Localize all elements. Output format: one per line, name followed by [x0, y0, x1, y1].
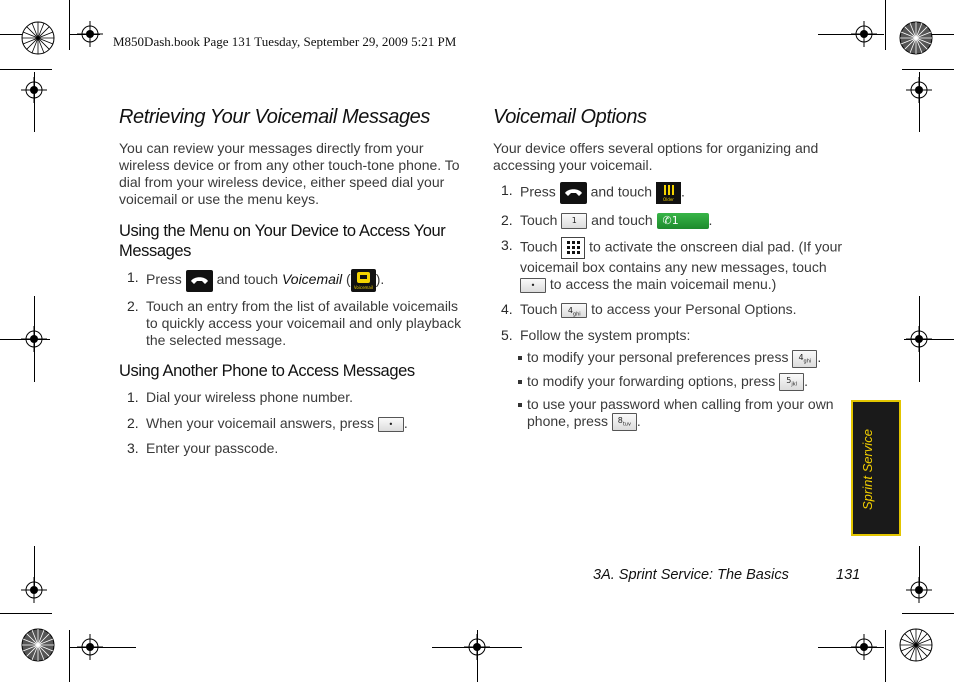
key-5-icon	[779, 373, 804, 391]
step-text: (	[346, 271, 351, 288]
list-item	[518, 373, 843, 391]
section-side-tab	[851, 400, 901, 536]
step-text: Touch	[520, 212, 558, 228]
subheading-menu-access: Using the Menu on Your Device to Access Your Messages	[119, 222, 446, 260]
left-column	[119, 106, 469, 457]
bullet-icon	[518, 380, 522, 384]
crop-mark	[885, 630, 886, 682]
crop-mark	[902, 613, 954, 614]
step-text: Touch	[520, 239, 558, 255]
registration-target-icon	[906, 77, 932, 103]
section-title-voicemail-options: Voicemail Options	[493, 106, 647, 128]
registration-target-icon	[906, 577, 932, 603]
step-number: 5.	[501, 327, 513, 344]
key-4-icon	[561, 303, 587, 318]
step-text: Follow the system prompts:	[520, 327, 691, 344]
key-letters: ghi	[803, 358, 812, 365]
voicemail-icon	[351, 269, 376, 292]
key-digit: 8	[617, 416, 623, 426]
step-text: Press	[520, 183, 556, 200]
registration-target-icon	[77, 21, 103, 47]
registration-target-icon	[21, 326, 47, 352]
key-4-icon	[792, 350, 817, 368]
key-letters: jkl	[791, 381, 798, 388]
step-number: 3.	[501, 237, 513, 254]
step-number: 3.	[127, 440, 139, 456]
bullet-text: .	[804, 372, 809, 389]
list-item	[493, 327, 843, 344]
registration-target-icon	[851, 21, 877, 47]
list-item	[493, 212, 843, 229]
right-column	[493, 106, 843, 431]
step-text: Touch	[520, 301, 558, 318]
registration-target-icon	[21, 77, 47, 103]
phone-key-icon	[560, 182, 587, 204]
retrieving-intro: You can review your messages directly from your wireless device or from any other touch-tone phone. To dial from your wireless device, either speed dial your voicemail or use the menu keys.	[119, 140, 460, 207]
voicemail-call-button-icon: ✆1	[657, 213, 709, 229]
step-text: Dial your wireless phone number.	[146, 389, 353, 405]
step-text: to access the main voicemail menu.)	[549, 276, 777, 293]
step-text: Press	[146, 271, 182, 288]
crop-mark	[69, 630, 70, 682]
bullet-text: to use your password when calling from your own phone, press	[527, 395, 834, 429]
bullet-text: to modify your personal preferences press	[527, 349, 789, 366]
voicemail-older-icon	[656, 182, 681, 204]
step-number: 4.	[501, 301, 513, 318]
step-number: 2.	[501, 212, 513, 228]
page-number: 131	[836, 567, 861, 583]
green-button-label: 1	[671, 214, 679, 228]
key-8-icon	[612, 413, 637, 431]
step-text: and touch	[590, 183, 653, 200]
step-text: .	[708, 212, 713, 228]
list-item	[518, 396, 843, 431]
bullet-text: .	[817, 349, 822, 366]
list-item	[119, 389, 469, 406]
registration-target-icon	[851, 634, 877, 660]
registration-target-icon	[77, 634, 103, 660]
registration-rosette-icon	[21, 21, 55, 55]
registration-target-icon	[21, 577, 47, 603]
bullet-text: .	[636, 412, 641, 429]
list-item	[493, 237, 843, 293]
dialpad-icon	[561, 237, 585, 259]
list-item	[119, 415, 469, 432]
voicemail-options-steps	[493, 182, 843, 344]
list-item	[119, 269, 469, 292]
step-number: 1.	[501, 182, 513, 198]
subheading-another-phone: Using Another Phone to Access Messages	[119, 362, 415, 380]
crop-mark	[885, 0, 886, 50]
list-item	[493, 301, 843, 318]
registration-rosette-icon	[21, 628, 55, 662]
step-text: .	[403, 415, 408, 431]
key-letters: tuv	[622, 421, 631, 428]
older-icon-caption: Older	[663, 197, 674, 202]
step-text: and touch	[216, 271, 279, 288]
crop-mark	[0, 69, 52, 70]
list-item	[119, 440, 469, 457]
footer-section-title: 3A. Sprint Service: The Basics	[593, 567, 789, 583]
crop-mark	[902, 69, 954, 70]
step-text: When your voicemail answers, press	[146, 415, 374, 431]
step-text: .	[680, 183, 685, 200]
step-text: to access your Personal Options.	[591, 301, 797, 318]
list-item	[119, 298, 469, 349]
bullet-icon	[518, 403, 522, 407]
key-digit: 5	[786, 375, 792, 385]
system-prompts-list	[518, 349, 843, 431]
step-text: and touch	[591, 212, 653, 228]
step-text: Enter your passcode.	[146, 440, 279, 456]
star-key-icon: •	[378, 417, 404, 432]
step-text: ).	[375, 271, 385, 288]
file-info-header: M850Dash.book Page 131 Tuesday, September 29, 2009 5:21 PM	[113, 34, 457, 49]
list-item	[518, 349, 843, 367]
key-digit: 4	[567, 306, 573, 316]
registration-target-icon	[464, 634, 490, 660]
bullet-icon	[518, 356, 522, 360]
step-number: 2.	[127, 298, 139, 314]
menu-access-steps	[119, 269, 469, 349]
step-text: Touch an entry from the list of available voicemails to quickly access your voicemail and only playback the selected message.	[146, 298, 462, 348]
key-letters: ghi	[572, 311, 581, 318]
step-number: 1.	[127, 389, 139, 405]
side-tab-label: Sprint Service	[860, 429, 875, 510]
step-number: 1.	[127, 269, 139, 285]
star-key-icon: •	[520, 278, 546, 293]
step-text: to activate the onscreen dial pad. (If your voicemail box contains any new messages, touch	[520, 239, 843, 276]
phone-key-icon	[186, 270, 213, 292]
voicemail-icon-caption: Voicemail	[353, 285, 373, 290]
step-number: 2.	[127, 415, 139, 431]
key-1-icon: 1	[561, 213, 587, 229]
crop-mark	[69, 0, 70, 50]
voicemail-term: Voicemail	[281, 271, 343, 288]
section-title-retrieving: Retrieving Your Voicemail Messages	[119, 106, 430, 128]
registration-target-icon	[906, 326, 932, 352]
key-digit: 4	[798, 352, 804, 362]
registration-rosette-icon	[899, 628, 933, 662]
voicemail-options-intro: Your device offers several options for organizing and accessing your voicemail.	[493, 140, 819, 173]
list-item	[493, 182, 843, 204]
bullet-text: to modify your forwarding options, press	[527, 372, 776, 389]
crop-mark	[0, 613, 52, 614]
another-phone-steps	[119, 389, 469, 457]
registration-rosette-icon	[899, 21, 933, 55]
